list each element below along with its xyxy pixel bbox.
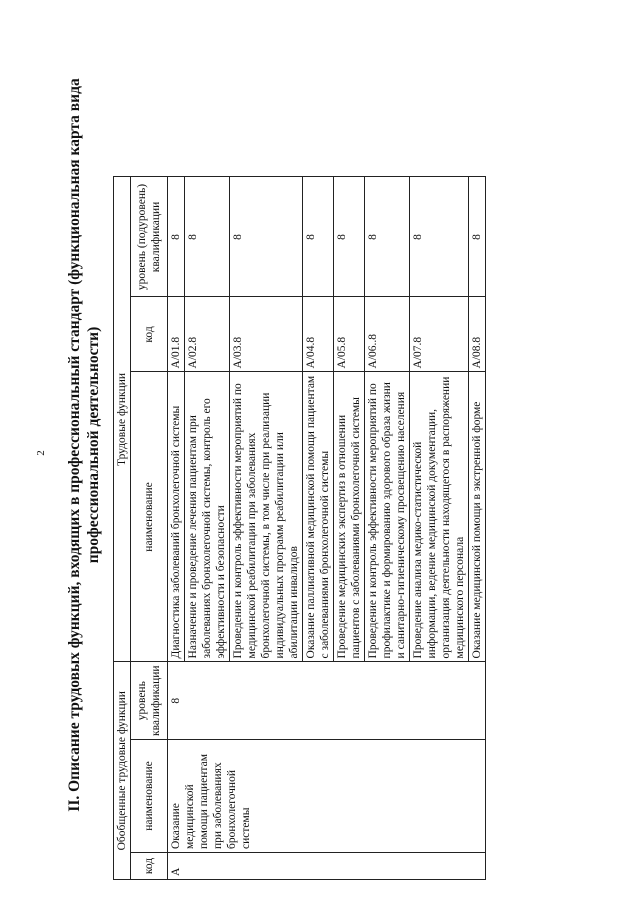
header-gen-code: код — [131, 853, 168, 880]
func-name-cell: Оказание паллиативной медицинской помощи пациентам с заболеваниями бронхолегочной системы — [303, 372, 334, 662]
func-name-cell: Диагностика заболеваний бронхолегочной системы — [168, 372, 185, 662]
title-line-2: профессиональной деятельности) — [85, 326, 102, 564]
header-gen-level: уровень квалификации — [131, 662, 168, 740]
func-code-cell: A/08.8 — [469, 297, 486, 372]
func-level-cell: 8 — [469, 177, 486, 297]
func-code-cell: A/05.8 — [334, 297, 365, 372]
gen-level-cell: 8 — [168, 662, 486, 740]
header-gen-name: наименование — [131, 740, 168, 853]
func-name-cell: Назначение и проведение лечения пациентам при заболеваниях бронхолегочной системы, контроль его эффективности и безопасности — [185, 372, 230, 662]
header-func-code: код — [131, 297, 168, 372]
func-level-cell: 8 — [230, 177, 303, 297]
gen-code-cell: А — [168, 853, 486, 880]
title-line-1: II. Описание трудовых функций, входящих в профессиональный стандарт (функциональная карта вида — [66, 78, 83, 812]
func-name-cell: Проведение и контроль эффективности мероприятий по медицинской реабилитации при заболеваниях бронхолегочной системы, в том числе при реализации индивидуальных программ реабилитации или абилитации инвалидов — [230, 372, 303, 662]
table-row — [168, 177, 185, 880]
func-level-cell: 8 — [410, 177, 469, 297]
func-code-cell: A/04.8 — [303, 297, 334, 372]
header-row-1 — [114, 177, 131, 880]
func-level-cell: 8 — [185, 177, 230, 297]
header-row-2 — [131, 177, 168, 880]
func-name-cell: Проведение и контроль эффективности мероприятий по профилактике и формированию здорового образа жизни и санитарно-гигиеническому просвещению населения — [365, 372, 410, 662]
func-name-cell: Проведение медицинских экспертиз в отношении пациентов с заболеваниями бронхолегочной системы — [334, 372, 365, 662]
func-code-cell: A/03.8 — [230, 297, 303, 372]
gen-name-cell: Оказание медицинской помощи пациентам при заболеваниях бронхолегочной системы — [168, 740, 486, 853]
rotated-sheet — [65, 5, 625, 905]
func-level-cell: 8 — [303, 177, 334, 297]
functional-map-table — [113, 176, 486, 880]
func-code-cell: A/01.8 — [168, 297, 185, 372]
func-level-cell: 8 — [168, 177, 185, 297]
section-title — [65, 40, 103, 850]
header-generalized: Обобщенные трудовые функции — [114, 662, 131, 880]
func-level-cell: 8 — [365, 177, 410, 297]
func-code-cell: A/06..8 — [365, 297, 410, 372]
func-code-cell: A/07.8 — [410, 297, 469, 372]
header-func-name: наименование — [131, 372, 168, 662]
func-level-cell: 8 — [334, 177, 365, 297]
func-name-cell: Проведение анализа медико-статистической информации, ведение медицинской документации, организация деятельности находящегося в распоряжении медицинского персонала — [410, 372, 469, 662]
header-labor: Трудовые функции — [114, 177, 131, 662]
func-code-cell: A/02.8 — [185, 297, 230, 372]
header-func-level: уровень (подуровень) квалификации — [131, 177, 168, 297]
page-number: 2 — [34, 450, 47, 456]
func-name-cell: Оказание медицинской помощи в экстренной форме — [469, 372, 486, 662]
